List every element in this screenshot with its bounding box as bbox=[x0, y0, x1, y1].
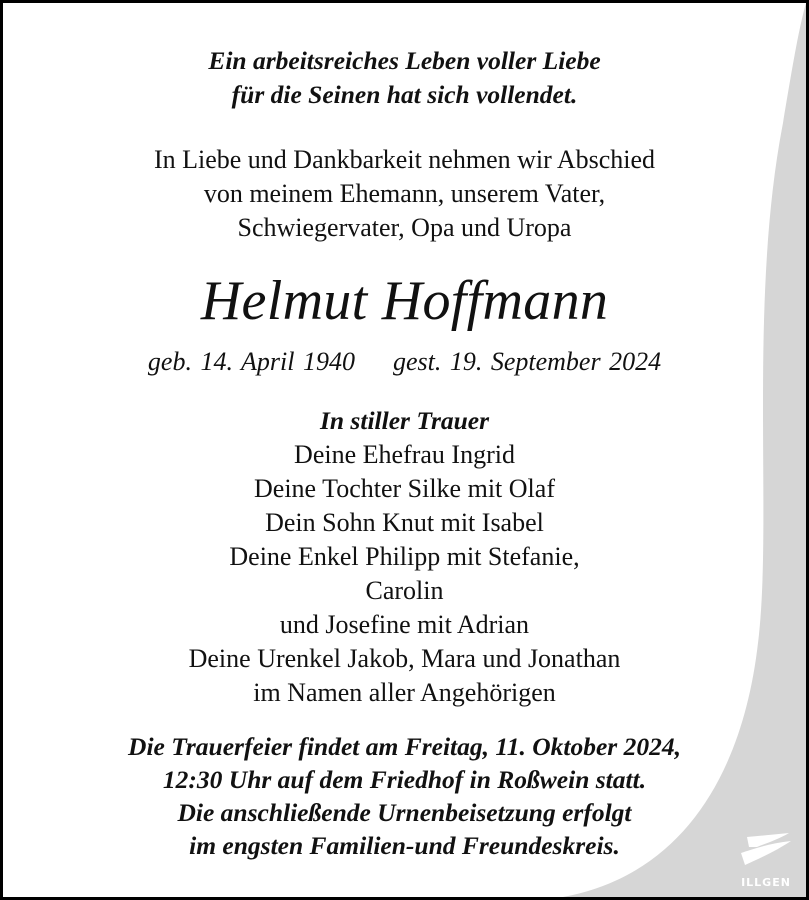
farewell-line-3: Schwiegervater, Opa und Uropa bbox=[237, 213, 572, 242]
farewell-line-2: von meinem Ehemann, unserem Vater, bbox=[203, 179, 606, 208]
mourner-line-3: Dein Sohn Knut mit Isabel bbox=[265, 508, 544, 537]
mourner-line-5: Carolin bbox=[365, 576, 444, 605]
birth-date: geb. 14. April 1940 bbox=[147, 347, 355, 376]
mourner-line-6: und Josefine mit Adrian bbox=[279, 610, 530, 639]
death-date: gest. 19. September 2024 bbox=[392, 347, 662, 376]
deceased-name: Helmut Hoffmann bbox=[200, 270, 609, 332]
farewell-line-1: In Liebe und Dankbarkeit nehmen wir Abschied bbox=[153, 145, 656, 174]
service-line-3: Die anschließende Urnenbeisetzung erfolgt bbox=[177, 798, 632, 827]
mourner-line-2: Deine Tochter Silke mit Olaf bbox=[254, 474, 555, 503]
service-line-1: Die Trauerfeier findet am Freitag, 11. Oktober 2024, bbox=[128, 732, 681, 761]
life-dates bbox=[3, 349, 806, 375]
service-line-2: 12:30 Uhr auf dem Friedhof in Roßwein statt. bbox=[162, 765, 647, 794]
publisher-logo bbox=[731, 831, 801, 893]
publisher-logo-text: ILLGEN bbox=[741, 876, 791, 889]
service-line-4: im engsten Familien-und Freundeskreis. bbox=[189, 831, 620, 860]
mourner-line-7: Deine Urenkel Jakob, Mara und Jonathan bbox=[188, 644, 621, 673]
mourners-heading: In stiller Trauer bbox=[319, 406, 490, 435]
opening-quote-line-1: Ein arbeitsreiches Leben voller Liebe bbox=[208, 46, 601, 75]
mourner-line-1: Deine Ehefrau Ingrid bbox=[294, 440, 515, 469]
mourner-line-8: im Namen aller Angehörigen bbox=[253, 678, 556, 707]
opening-quote-line-2: für die Seinen hat sich vollendet. bbox=[231, 80, 578, 109]
swoosh-icon bbox=[739, 831, 793, 871]
mourner-line-4: Deine Enkel Philipp mit Stefanie, bbox=[229, 542, 580, 571]
